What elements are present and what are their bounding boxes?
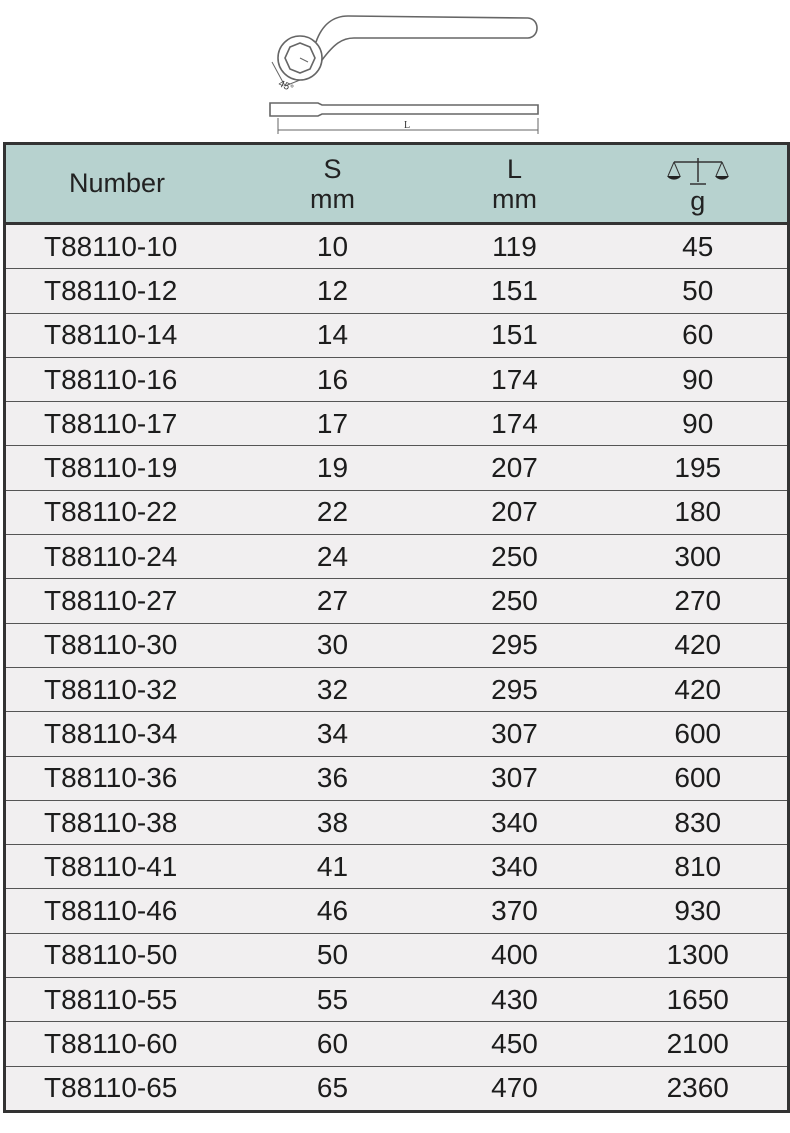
cell-number: T88110-55: [5, 978, 245, 1022]
cell-weight: 420: [609, 667, 789, 711]
cell-l: 250: [421, 579, 609, 623]
cell-s: 27: [245, 579, 421, 623]
wrench-drawing: [0, 0, 790, 140]
cell-weight: 420: [609, 623, 789, 667]
table-row: [5, 889, 789, 933]
cell-l: 174: [421, 402, 609, 446]
cell-number: T88110-46: [5, 889, 245, 933]
cell-number: T88110-65: [5, 1066, 245, 1111]
header-s-unit: mm: [310, 183, 355, 214]
cell-weight: 180: [609, 490, 789, 534]
cell-s: 36: [245, 756, 421, 800]
table-row: [5, 1022, 789, 1066]
cell-l: 295: [421, 623, 609, 667]
cell-l: 340: [421, 800, 609, 844]
cell-number: T88110-12: [5, 269, 245, 313]
cell-s: 38: [245, 800, 421, 844]
table-row: [5, 579, 789, 623]
cell-number: T88110-30: [5, 623, 245, 667]
cell-number: T88110-34: [5, 712, 245, 756]
cell-l: 250: [421, 535, 609, 579]
cell-number: T88110-17: [5, 402, 245, 446]
header-s: [245, 144, 421, 224]
cell-s: 46: [245, 889, 421, 933]
table-body: [5, 224, 789, 1112]
table-row: [5, 402, 789, 446]
table-row: [5, 800, 789, 844]
table-row: [5, 845, 789, 889]
header-weight: [609, 144, 789, 224]
cell-number: T88110-24: [5, 535, 245, 579]
spec-table: [3, 142, 790, 1113]
cell-s: 24: [245, 535, 421, 579]
cell-weight: 600: [609, 756, 789, 800]
cell-l: 400: [421, 933, 609, 977]
cell-l: 207: [421, 490, 609, 534]
table-row: [5, 357, 789, 401]
cell-number: T88110-19: [5, 446, 245, 490]
cell-weight: 830: [609, 800, 789, 844]
table-row: [5, 756, 789, 800]
cell-l: 470: [421, 1066, 609, 1111]
cell-number: T88110-27: [5, 579, 245, 623]
table-row: [5, 269, 789, 313]
cell-number: T88110-41: [5, 845, 245, 889]
header-row: [5, 144, 789, 224]
cell-weight: 2100: [609, 1022, 789, 1066]
cell-s: 22: [245, 490, 421, 534]
cell-l: 370: [421, 889, 609, 933]
cell-l: 340: [421, 845, 609, 889]
cell-weight: 195: [609, 446, 789, 490]
cell-s: 65: [245, 1066, 421, 1111]
cell-l: 307: [421, 756, 609, 800]
cell-s: 19: [245, 446, 421, 490]
header-l: [421, 144, 609, 224]
header-l-symbol: L: [506, 153, 523, 184]
cell-s: 14: [245, 313, 421, 357]
cell-number: T88110-60: [5, 1022, 245, 1066]
cell-l: 450: [421, 1022, 609, 1066]
table-row: [5, 978, 789, 1022]
table-row: [5, 1066, 789, 1111]
cell-s: 50: [245, 933, 421, 977]
table-row: [5, 446, 789, 490]
cell-number: T88110-22: [5, 490, 245, 534]
cell-l: 295: [421, 667, 609, 711]
cell-number: T88110-14: [5, 313, 245, 357]
header-number: Number: [5, 144, 245, 224]
cell-l: 307: [421, 712, 609, 756]
cell-s: 32: [245, 667, 421, 711]
cell-weight: 45: [609, 224, 789, 269]
cell-s: 60: [245, 1022, 421, 1066]
cell-l: 151: [421, 269, 609, 313]
table-row: [5, 535, 789, 579]
cell-l: 119: [421, 224, 609, 269]
cell-s: 17: [245, 402, 421, 446]
cell-l: 174: [421, 357, 609, 401]
cell-weight: 1650: [609, 978, 789, 1022]
cell-weight: 1300: [609, 933, 789, 977]
table-row: [5, 490, 789, 534]
header-weight-unit: g: [690, 185, 706, 216]
cell-number: T88110-50: [5, 933, 245, 977]
header-s-symbol: S: [323, 153, 342, 184]
cell-number: T88110-36: [5, 756, 245, 800]
cell-number: T88110-16: [5, 357, 245, 401]
scale-icon: [666, 154, 730, 188]
cell-number: T88110-38: [5, 800, 245, 844]
angle-label: 45°: [276, 78, 295, 95]
cell-s: 12: [245, 269, 421, 313]
cell-weight: 600: [609, 712, 789, 756]
cell-l: 207: [421, 446, 609, 490]
cell-weight: 90: [609, 402, 789, 446]
table-row: [5, 712, 789, 756]
cell-weight: 300: [609, 535, 789, 579]
table-row: [5, 623, 789, 667]
table-row: [5, 313, 789, 357]
cell-weight: 50: [609, 269, 789, 313]
cell-weight: 90: [609, 357, 789, 401]
cell-s: 55: [245, 978, 421, 1022]
cell-s: 41: [245, 845, 421, 889]
cell-number: T88110-32: [5, 667, 245, 711]
wrench-ring-end: [272, 16, 537, 86]
cell-s: 10: [245, 224, 421, 269]
table-row: [5, 667, 789, 711]
cell-l: 151: [421, 313, 609, 357]
cell-s: 16: [245, 357, 421, 401]
table-row: [5, 224, 789, 269]
cell-weight: 2360: [609, 1066, 789, 1111]
cell-s: 30: [245, 623, 421, 667]
cell-number: T88110-10: [5, 224, 245, 269]
length-label: L: [404, 120, 411, 131]
cell-s: 34: [245, 712, 421, 756]
cell-weight: 270: [609, 579, 789, 623]
cell-l: 430: [421, 978, 609, 1022]
cell-weight: 810: [609, 845, 789, 889]
header-l-unit: mm: [492, 183, 537, 214]
cell-weight: 60: [609, 313, 789, 357]
table-row: [5, 933, 789, 977]
cell-weight: 930: [609, 889, 789, 933]
